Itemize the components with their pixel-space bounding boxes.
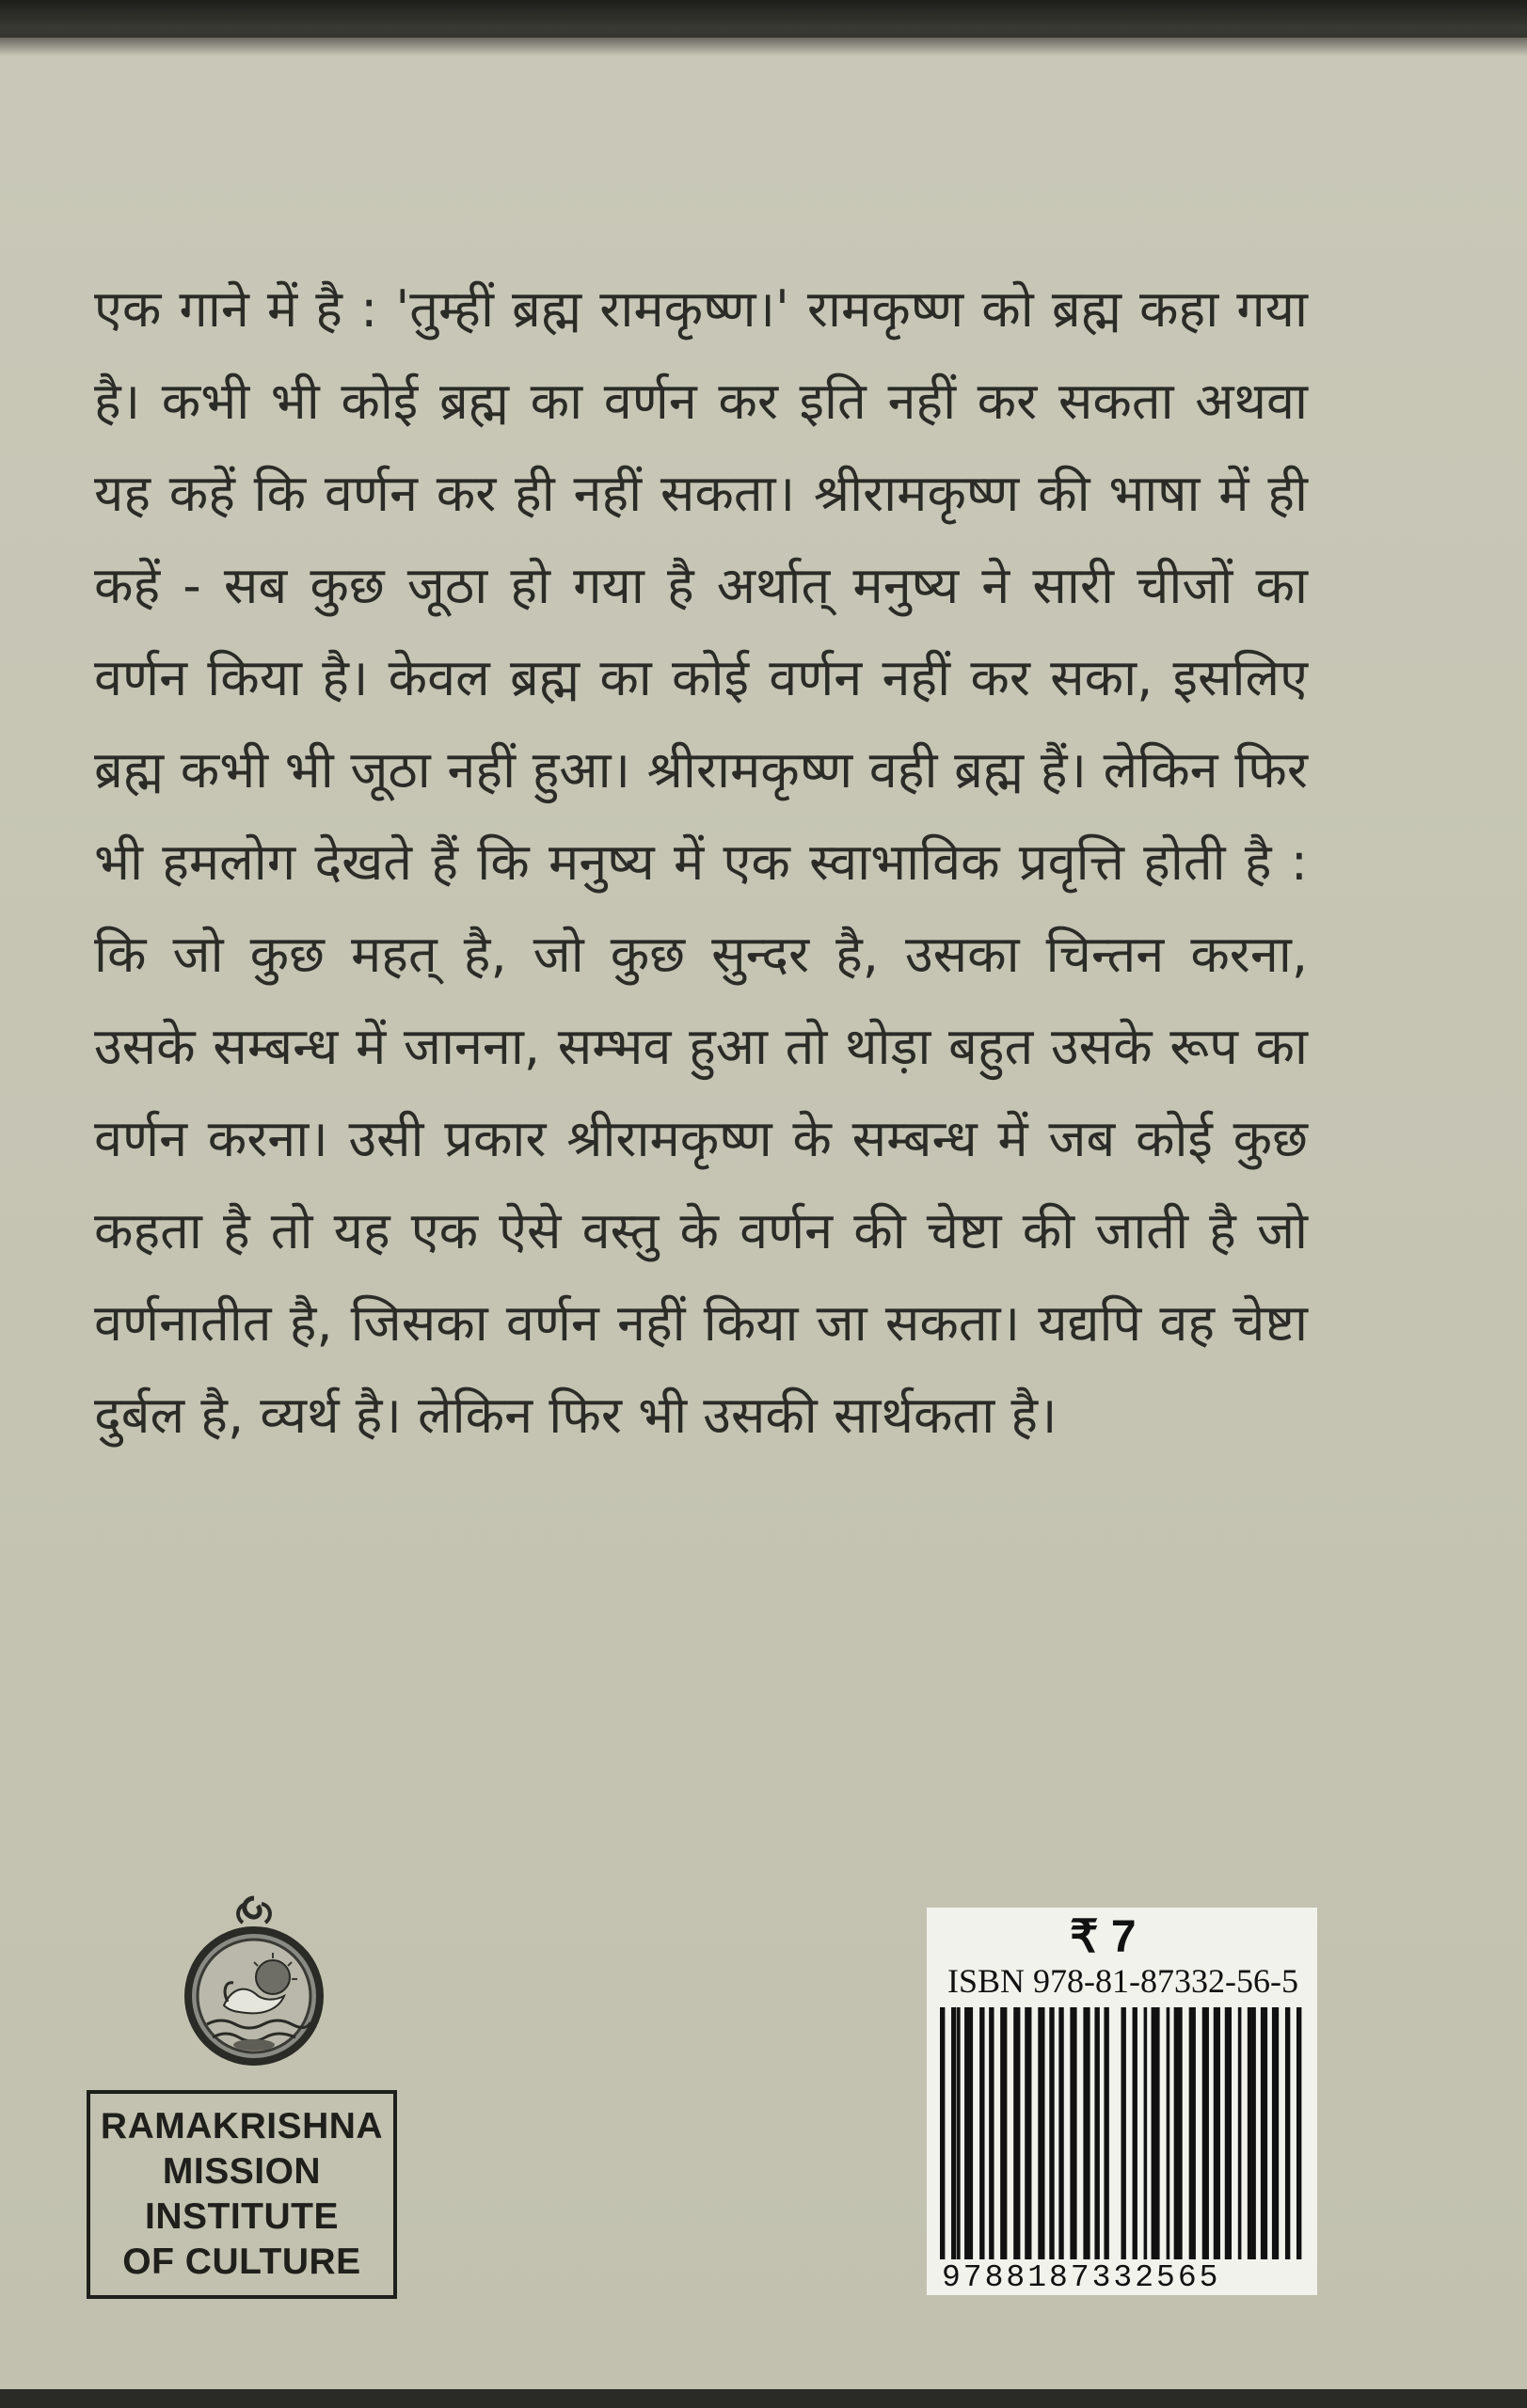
barcode-bar [940,2007,945,2259]
blurb-paragraph: एक गाने में है : 'तुम्हीं ब्रह्म रामकृष्ण।' रामकृष्ण को ब्रह्म कहा गया है। कभी भी कोई ब्रह्म का वर्णन कर इति नहीं कर सकता अथवा यह कहें कि वर्णन कर ही नहीं सकता। श्रीरामकृष्ण की भाषा में ही कहें - सब कुछ जूठा हो गया है अर्थात् मनुष्य ने सारी चीजों का वर्णन किया है। केवल ब्रह्म का कोई वर्णन नहीं कर सका, इसलिए ब्रह्म कभी भी जूठा नहीं हुआ। श्रीरामकृष्ण वही ब्रह्म हैं। लेकिन फिर भी हमलोग देखते हैं कि मनुष्य में एक स्वाभाविक प्रवृत्ति होती है : कि जो कुछ महत् है, जो कुछ सुन्दर है, उसका चिन्तन करना, उसके सम्बन्ध में जानना, सम्भव हुआ तो थोड़ा बहुत उसके रूप का वर्णन करना। उसी प्रकार श्रीरामकृष्ण के सम्बन्ध में जब कोई कुछ कहता है तो यह एक ऐसे वस्तु के वर्णन की चेष्टा की जाती है जो वर्णनातीत है, जिसका वर्णन नहीं किया जा सकता। यद्यपि वह चेष्टा दुर्बल है, व्यर्थ है। लेकिन फिर भी उसकी सार्थकता है। [94,279,1308,1445]
barcode-bar [1083,2007,1090,2259]
barcode-bar [1013,2007,1020,2259]
barcode-bar [989,2007,994,2259]
top-edge-shadow [0,0,1527,56]
barcode-bar [1225,2007,1232,2259]
barcode-bar [1049,2007,1054,2259]
barcode-bar [1094,2007,1099,2259]
barcode-bar [1070,2007,1076,2259]
barcode-bar [964,2007,973,2259]
barcode-bar [1000,2007,1007,2259]
barcode-bar [957,2007,961,2259]
barcode-bar [1133,2007,1137,2259]
barcode-bar [1167,2007,1170,2259]
publisher-line-4: OF CULTURE [122,2242,361,2282]
barcode-digits: 9788187332565 [942,2260,1221,2295]
barcode-bar [1038,2007,1044,2259]
price-text: ₹ 7 [1070,1912,1137,1962]
barcode-bar [1025,2007,1031,2259]
barcode-bar [1152,2007,1160,2259]
barcode-bar [1202,2007,1209,2259]
publisher-line-2: MISSION [162,2151,322,2192]
barcode-bar [1261,2007,1267,2259]
barcode-bars [938,2007,1305,2261]
barcode-bar [1174,2007,1183,2259]
isbn-text: ISBN 978-81-87332-56-5 [947,1962,1298,2000]
barcode-bar [1238,2007,1242,2259]
barcode-bar [1189,2007,1196,2259]
barcode-bar [979,2007,984,2259]
barcode-bar [1214,2007,1220,2259]
ramakrishna-mission-emblem-icon [179,1891,329,2079]
barcode-bar [1144,2007,1148,2259]
barcode-bar [1248,2007,1256,2259]
publisher-imprint-box [87,2090,397,2299]
price-barcode-sticker [927,1908,1317,2295]
barcode-bar [1058,2007,1063,2259]
barcode-bar [1121,2007,1126,2259]
publisher-line-3: INSTITUTE [145,2196,339,2237]
barcode-bar [1285,2007,1290,2259]
barcode-bar [1104,2007,1108,2259]
barcode-bar [1272,2007,1279,2259]
barcode-bar [951,2007,956,2259]
barcode-bar [1296,2007,1301,2259]
publisher-line-1: RAMAKRISHNA [100,2106,384,2147]
